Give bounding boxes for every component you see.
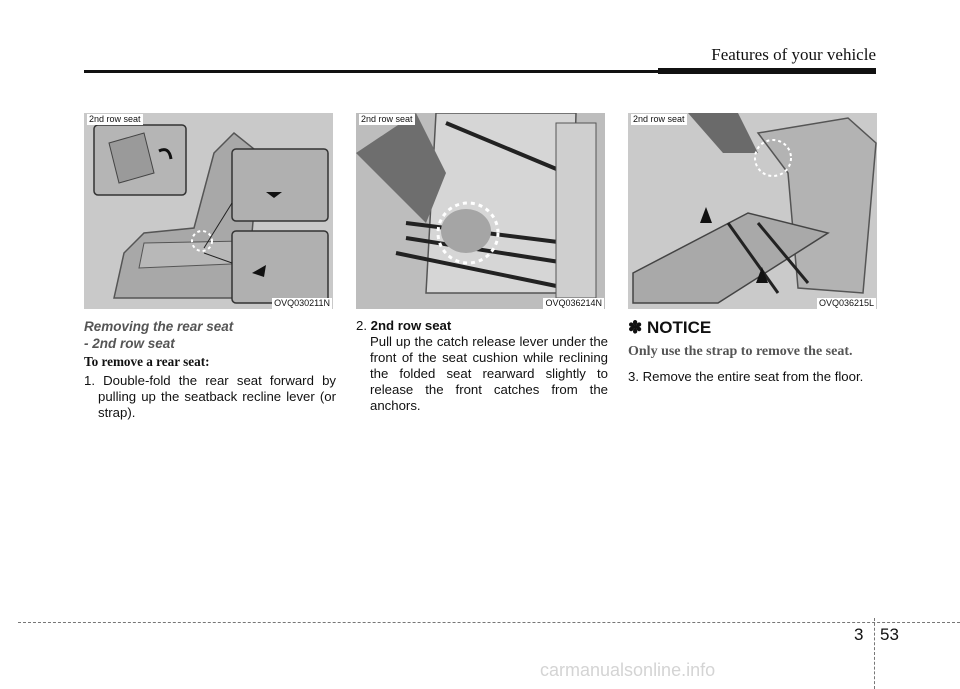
column-2 [356,318,608,414]
step-2-text: Pull up the catch release lever under the front of the seat cushion while reclining the folded seat rearward slightly to release the front catches from the anchors. [370,334,608,413]
figure-catch-release [356,113,605,309]
column-3 [628,318,880,385]
figure-code: OVQ036215L [818,298,874,308]
section-subtitle: - 2nd row seat [84,336,175,351]
header-rule-accent [658,68,876,74]
figure-label: 2nd row seat [361,114,413,124]
catch-release-illustration [356,113,605,309]
section-title: Removing the rear seat [84,319,234,334]
step-2-title: 2nd row seat [370,318,452,333]
step-3: 3. Remove the entire seat from the floor. [628,369,864,384]
footer-divider [874,618,876,689]
figure-label: 2nd row seat [89,114,141,124]
seat-fold-illustration [84,113,333,309]
figure-remove-seat [628,113,877,309]
step-1: 1. Double-fold the rear seat forward by pulling up the seatback recline lever (or strap). [84,373,336,420]
watermark: carmanualsonline.info [540,660,716,680]
figure-code: OVQ036214N [545,298,602,308]
page-number: 53 [880,625,899,644]
step-2-number: 2. [356,318,371,333]
subheading: To remove a rear seat: [84,354,210,369]
figure-label: 2nd row seat [633,114,685,124]
step-2 [356,318,608,414]
notice-text: Only use the strap to remove the seat. [628,344,853,359]
notice-title: ✽ NOTICE [628,318,712,337]
header-title: Features of your vehicle [711,45,876,64]
figure-seat-fold [84,113,333,309]
remove-seat-illustration [628,113,877,309]
figure-code: OVQ030211N [274,298,330,308]
footer-rule [18,622,960,623]
column-1 [84,318,336,421]
chapter-number: 3 [854,625,864,644]
